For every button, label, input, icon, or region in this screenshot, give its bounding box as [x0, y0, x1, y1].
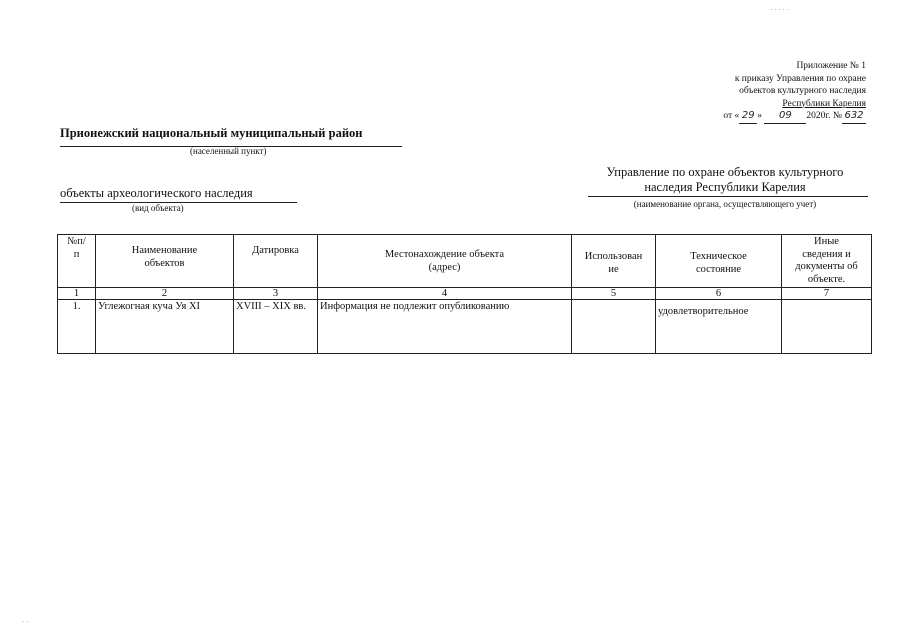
col-header-usage: Использован ие — [572, 235, 656, 288]
table-row — [58, 300, 872, 354]
column-number: 1 — [58, 288, 96, 300]
appendix-line-2: к приказу Управления по охране — [734, 73, 866, 84]
cell-condition: удовлетворительное — [656, 300, 782, 354]
column-number: 6 — [656, 288, 782, 300]
cell-usage — [572, 300, 656, 354]
appendix-line-4: Республики Карелия — [782, 98, 866, 109]
col-header-condition: Техническое состояние — [656, 235, 782, 288]
organization-name-line-1: Управление по охране объектов культурного — [606, 165, 844, 179]
cell-location: Информация не подлежит опубликованию — [318, 300, 572, 354]
cell-other — [782, 300, 872, 354]
cell-dating: XVIII – XIX вв. — [234, 300, 318, 354]
organization-underline — [588, 196, 868, 197]
column-number: 2 — [96, 288, 234, 300]
date-day: 29 — [739, 110, 757, 124]
date-mid: » — [757, 111, 762, 121]
column-number: 5 — [572, 288, 656, 300]
column-number: 4 — [318, 288, 572, 300]
organization-name-line-2: наследия Республики Карелия — [644, 180, 806, 194]
object-type-caption: (вид объекта) — [132, 203, 184, 213]
column-number-row — [58, 288, 872, 300]
date-year: 2020г. № — [806, 111, 842, 121]
appendix-block — [690, 60, 866, 124]
date-month: 09 — [764, 110, 806, 124]
cell-name: Углежогная куча Уя XI — [96, 300, 234, 354]
scan-mark-top: · · · · · — [770, 6, 789, 14]
col-header-location: Местонахождение объекта (адрес) — [318, 235, 572, 288]
table-header-row — [58, 235, 872, 288]
scan-mark-bottom: · · — [22, 618, 29, 626]
col-header-name: Наименование объектов — [96, 235, 234, 288]
district-caption: (населенный пункт) — [190, 146, 267, 156]
column-number: 3 — [234, 288, 318, 300]
column-number: 7 — [782, 288, 872, 300]
col-header-dating: Датировка — [234, 235, 318, 288]
object-type-name: объекты археологического наследия — [60, 186, 253, 200]
cell-num: 1. — [58, 300, 96, 354]
col-header-num: №п/ п — [58, 235, 96, 288]
organization-name — [584, 165, 866, 195]
appendix-line-1: Приложение № 1 — [796, 61, 866, 71]
order-number: 632 — [842, 110, 866, 124]
appendix-line-3: объектов культурного наследия — [739, 86, 866, 96]
district-name: Прионежский национальный муниципальный район — [60, 126, 363, 140]
organization-caption: (наименование органа, осуществляющего учет) — [633, 199, 817, 209]
appendix-date-line — [690, 110, 866, 124]
register-table — [57, 234, 872, 354]
col-header-other: Иные сведения и документы об объекте. — [782, 235, 872, 288]
date-prefix: от « — [723, 111, 740, 121]
